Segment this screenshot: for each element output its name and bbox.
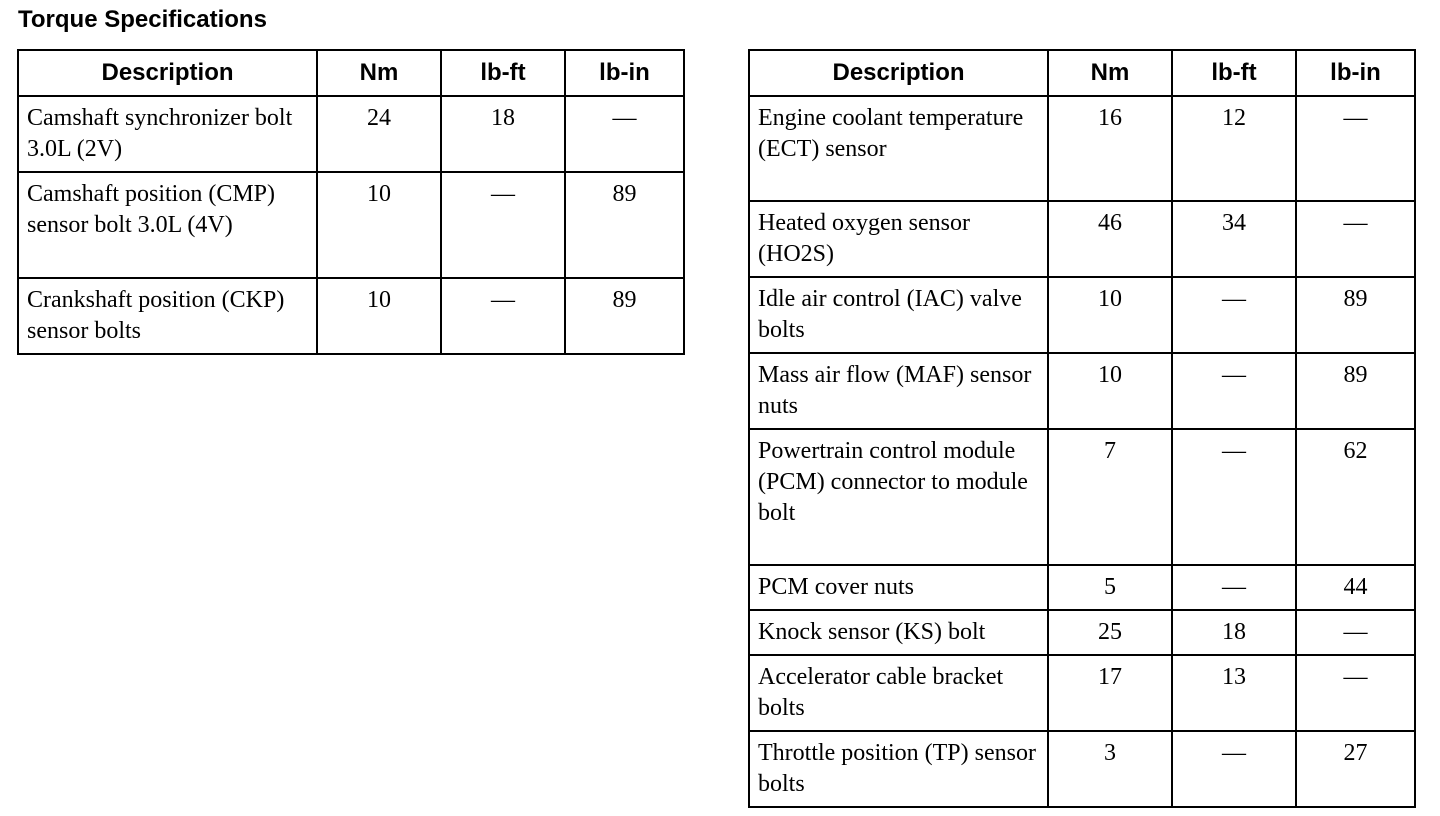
table-row xyxy=(18,278,684,354)
cell-description: Mass air flow (MAF) sensor nuts xyxy=(749,353,1048,429)
header-description: Description xyxy=(749,50,1048,96)
header-description: Description xyxy=(18,50,317,96)
cell-description: Camshaft synchronizer bolt 3.0L (2V) xyxy=(18,96,317,172)
table-row xyxy=(749,96,1415,201)
table-row xyxy=(749,277,1415,353)
cell-nm: 24 xyxy=(317,96,441,172)
cell-lb-in: — xyxy=(1296,655,1415,731)
cell-description: Engine coolant temperature (ECT) sensor xyxy=(749,96,1048,201)
table-row xyxy=(18,96,684,172)
cell-description: Idle air control (IAC) valve bolts xyxy=(749,277,1048,353)
cell-description: Throttle position (TP) sensor bolts xyxy=(749,731,1048,807)
cell-nm: 10 xyxy=(317,278,441,354)
table-row xyxy=(749,201,1415,277)
cell-nm: 10 xyxy=(317,172,441,278)
cell-lb-ft: — xyxy=(1172,353,1296,429)
table-row xyxy=(749,429,1415,565)
cell-nm: 10 xyxy=(1048,277,1172,353)
cell-nm: 10 xyxy=(1048,353,1172,429)
header-nm: Nm xyxy=(1048,50,1172,96)
cell-lb-ft: 18 xyxy=(441,96,565,172)
header-nm: Nm xyxy=(317,50,441,96)
cell-lb-ft: — xyxy=(1172,277,1296,353)
cell-description: Accelerator cable bracket bolts xyxy=(749,655,1048,731)
cell-nm: 16 xyxy=(1048,96,1172,201)
cell-lb-ft: 18 xyxy=(1172,610,1296,655)
cell-lb-ft: — xyxy=(1172,731,1296,807)
cell-description: Powertrain control module (PCM) connector to module bolt xyxy=(749,429,1048,565)
cell-lb-in: 89 xyxy=(565,172,684,278)
table-header-row xyxy=(18,50,684,96)
cell-description: Heated oxygen sensor (HO2S) xyxy=(749,201,1048,277)
cell-lb-in: 89 xyxy=(1296,353,1415,429)
table-row xyxy=(749,565,1415,610)
cell-description: PCM cover nuts xyxy=(749,565,1048,610)
cell-lb-ft: — xyxy=(1172,565,1296,610)
page-title: Torque Specifications xyxy=(18,6,267,33)
cell-description: Crankshaft position (CKP) sensor bolts xyxy=(18,278,317,354)
table-row xyxy=(749,610,1415,655)
cell-lb-ft: — xyxy=(1172,429,1296,565)
cell-nm: 46 xyxy=(1048,201,1172,277)
cell-nm: 17 xyxy=(1048,655,1172,731)
cell-lb-in: 44 xyxy=(1296,565,1415,610)
table-header-row xyxy=(749,50,1415,96)
header-lb-ft: lb-ft xyxy=(1172,50,1296,96)
cell-lb-ft: — xyxy=(441,278,565,354)
cell-nm: 7 xyxy=(1048,429,1172,565)
cell-lb-ft: 34 xyxy=(1172,201,1296,277)
cell-lb-in: — xyxy=(1296,96,1415,201)
cell-lb-in: 62 xyxy=(1296,429,1415,565)
cell-lb-in: — xyxy=(1296,610,1415,655)
cell-lb-ft: 12 xyxy=(1172,96,1296,201)
table-row xyxy=(749,655,1415,731)
cell-nm: 3 xyxy=(1048,731,1172,807)
cell-description: Camshaft position (CMP) sensor bolt 3.0L (4V) xyxy=(18,172,317,278)
cell-nm: 5 xyxy=(1048,565,1172,610)
table-row xyxy=(749,731,1415,807)
header-lb-in: lb-in xyxy=(1296,50,1415,96)
torque-table-right xyxy=(748,49,1416,808)
cell-lb-ft: 13 xyxy=(1172,655,1296,731)
table-row xyxy=(18,172,684,278)
cell-lb-in: 89 xyxy=(1296,277,1415,353)
cell-lb-in: — xyxy=(1296,201,1415,277)
header-lb-in: lb-in xyxy=(565,50,684,96)
cell-description: Knock sensor (KS) bolt xyxy=(749,610,1048,655)
cell-lb-in: 27 xyxy=(1296,731,1415,807)
cell-lb-in: — xyxy=(565,96,684,172)
cell-nm: 25 xyxy=(1048,610,1172,655)
torque-table-left xyxy=(17,49,685,355)
cell-lb-in: 89 xyxy=(565,278,684,354)
table-row xyxy=(749,353,1415,429)
header-lb-ft: lb-ft xyxy=(441,50,565,96)
cell-lb-ft: — xyxy=(441,172,565,278)
